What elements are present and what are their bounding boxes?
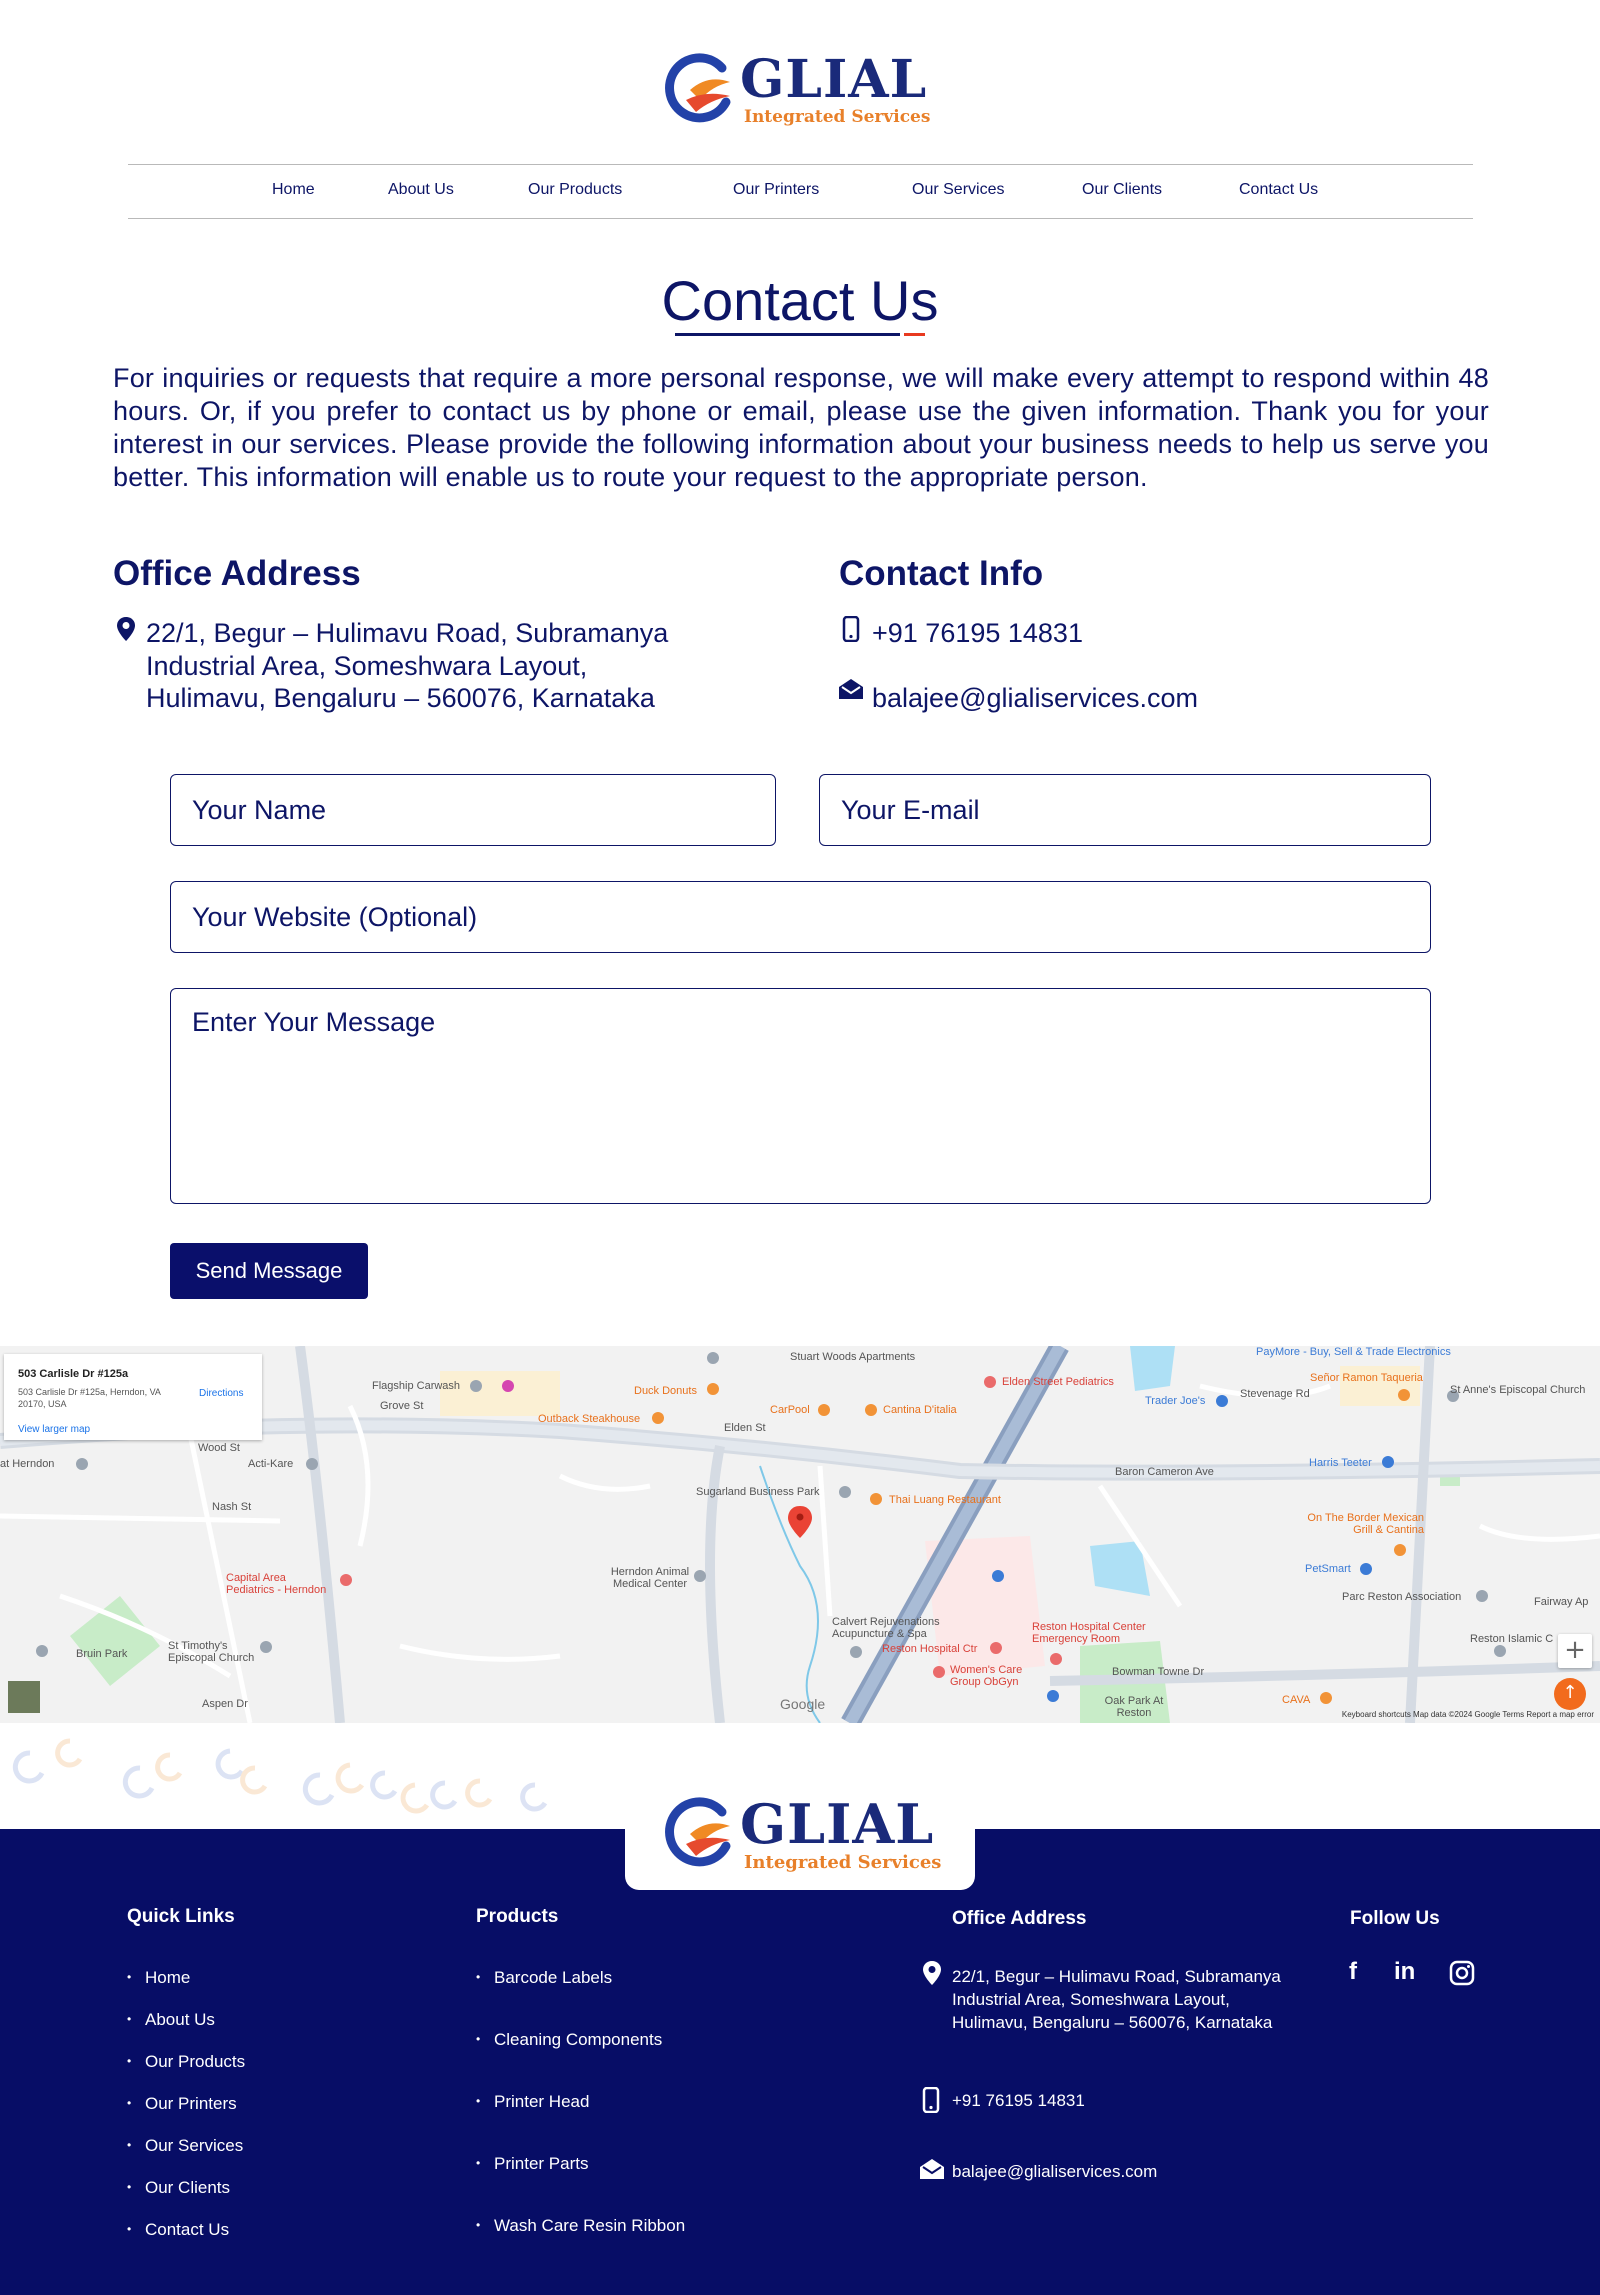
title-underline-accent — [904, 333, 925, 336]
follow-us-heading: Follow Us — [1350, 1908, 1440, 1929]
title-underline — [675, 333, 900, 336]
office-line-2: Industrial Area, Someshwara Layout, — [146, 651, 588, 681]
footer-link-our-products[interactable]: • Our Products — [145, 2052, 245, 2072]
map-label: Acti-Kare — [248, 1458, 294, 1470]
nav-our-products[interactable]: Our Products — [528, 181, 623, 198]
main-nav — [128, 164, 1473, 219]
view-larger-map-link[interactable]: View larger map — [18, 1424, 91, 1435]
footer-product-printer-head[interactable]: • Printer Head — [494, 2092, 589, 2112]
swirl-pattern-icon — [0, 1723, 600, 1829]
map-label: CAVA — [1282, 1694, 1311, 1706]
footer-link-about-us[interactable]: • About Us — [145, 2010, 215, 2030]
map-label: Reston Islamic C — [1470, 1633, 1554, 1645]
website-input[interactable] — [170, 881, 1431, 953]
footer-office-line-2: Industrial Area, Someshwara Layout, — [952, 1990, 1230, 2009]
footer-link-contact-us[interactable]: • Contact Us — [145, 2220, 229, 2240]
glial-logo-icon — [660, 52, 736, 128]
map-label: Harris Teeter — [1309, 1457, 1372, 1469]
intro-text: For inquiries or requests that require a more personal response, we will make every attempt to respond within 48 hours. Or, if you prefer to contact us by phone or email, please use the given information. Thank you for your interest in our services. Please provide the following information about your business needs to help us serve you better. This information will enable us to route your request to the appropriate person. — [113, 363, 1489, 492]
map-label: at Herndon — [0, 1458, 55, 1470]
map-label: Señor Ramon Taqueria — [1310, 1372, 1423, 1384]
footer-link-home[interactable]: • Home — [145, 1968, 190, 1988]
map-label: St Anne's Episcopal Church — [1450, 1384, 1586, 1396]
nav-contact-us[interactable]: Contact Us — [1239, 181, 1319, 198]
map-label: Reston Hospital Center Emergency Room — [1032, 1621, 1146, 1645]
scroll-to-top-button[interactable] — [1554, 1678, 1586, 1710]
contact-email[interactable]: balajee@glialiservices.com — [872, 683, 1199, 713]
google-map[interactable] — [0, 1346, 1600, 1723]
map-label: St Timothy's Episcopal Church — [168, 1640, 255, 1664]
glial-logo-icon — [660, 1796, 736, 1872]
map-label: Stevenage Rd — [1240, 1388, 1310, 1400]
map-label: Outback Steakhouse — [538, 1413, 641, 1425]
name-input[interactable] — [170, 774, 776, 846]
office-line-1: 22/1, Begur – Hulimavu Road, Subramanya — [146, 618, 669, 648]
map-label: Fairway Ap — [1534, 1596, 1589, 1608]
map-label: PetSmart — [1305, 1563, 1351, 1575]
map-label: Wood St — [198, 1442, 240, 1454]
map-attribution[interactable]: Keyboard shortcuts Map data ©2024 Google Terms Report a map error — [1341, 1710, 1594, 1719]
map-label: Reston Hospital Ctr — [882, 1643, 978, 1655]
products-heading: Products — [476, 1906, 559, 1927]
map-label: Baron Cameron Ave — [1115, 1466, 1214, 1478]
brand-name: GLIAL — [740, 49, 928, 110]
map-label: PayMore - Buy, Sell & Trade Electronics — [1256, 1346, 1451, 1358]
map-label: Bruin Park — [76, 1648, 128, 1660]
location-pin-icon — [922, 1960, 942, 1986]
nav-our-services[interactable]: Our Services — [912, 181, 1005, 198]
map-label: Elden St — [724, 1422, 766, 1434]
header-logo[interactable] — [660, 49, 931, 128]
office-line-3: Hulimavu, Bengaluru – 560076, Karnataka — [146, 683, 655, 713]
map-label: Sugarland Business Park — [696, 1486, 820, 1498]
map-label: Elden Street Pediatrics — [1002, 1376, 1114, 1388]
map-label: Oak Park At Reston — [1104, 1695, 1164, 1719]
footer-product-wash-care-resin-ribbon[interactable]: • Wash Care Resin Ribbon — [494, 2216, 685, 2236]
footer-product-cleaning-components[interactable]: • Cleaning Components — [494, 2030, 662, 2050]
map-label: Flagship Carwash — [372, 1380, 461, 1392]
map-label: Grove St — [380, 1400, 424, 1412]
instagram-icon[interactable] — [1449, 1960, 1475, 1986]
email-input[interactable] — [819, 774, 1431, 846]
map-label: Parc Reston Association — [1342, 1591, 1462, 1603]
arrow-up-icon: ↑ — [1562, 1682, 1578, 1703]
map-label: Women's Care Group ObGyn — [950, 1664, 1023, 1688]
send-message-button[interactable]: Send Message — [170, 1243, 368, 1299]
footer-email[interactable]: balajee@glialiservices.com — [952, 2162, 1158, 2181]
contact-info-heading: Contact Info — [839, 554, 1044, 593]
map-zoom-in-button[interactable]: + — [1558, 1634, 1592, 1668]
contact-phone[interactable]: +91 76195 14831 — [872, 618, 1083, 648]
map-card-address: 503 Carlisle Dr #125a, Herndon, VA 20170, USA — [18, 1387, 161, 1409]
footer-product-barcode-labels[interactable]: • Barcode Labels — [494, 1968, 612, 1988]
directions-link[interactable]: Directions — [199, 1388, 244, 1399]
map-label: Aspen Dr — [202, 1698, 248, 1710]
map-label: Herndon Animal Medical Center — [610, 1566, 690, 1590]
nav-about-us[interactable]: About Us — [388, 181, 454, 198]
map-label: Duck Donuts — [634, 1385, 697, 1397]
map-info-card — [4, 1354, 262, 1440]
envelope-icon — [919, 2158, 945, 2180]
quick-links-heading: Quick Links — [127, 1906, 235, 1927]
map-label: On The Border Mexican Grill & Cantina — [1307, 1512, 1424, 1536]
map-label: Nash St — [212, 1501, 252, 1513]
map-card-title: 503 Carlisle Dr #125a — [18, 1368, 129, 1380]
page-title: Contact Us — [661, 269, 939, 332]
map-label: Bowman Towne Dr — [1112, 1666, 1205, 1678]
map-label: Capital Area Pediatrics - Herndon — [226, 1572, 327, 1596]
footer-phone[interactable]: +91 76195 14831 — [952, 2091, 1085, 2110]
map-label: CarPool — [770, 1404, 810, 1416]
mobile-phone-icon — [842, 616, 860, 642]
google-logo: Google — [780, 1696, 826, 1712]
office-address-heading: Office Address — [113, 554, 361, 593]
location-pin-icon — [116, 616, 136, 642]
map-label: Cantina D'italia — [883, 1404, 957, 1416]
facebook-icon[interactable]: f — [1349, 1958, 1357, 1985]
map-label: Calvert Rejuvenations Acupuncture & Spa — [832, 1616, 940, 1640]
footer-logo[interactable] — [660, 1791, 942, 1873]
footer-link-our-printers[interactable]: • Our Printers — [145, 2094, 237, 2114]
footer-office-line-3: Hulimavu, Bengaluru – 560076, Karnataka — [952, 2013, 1273, 2032]
brand-name: GLIAL — [740, 1791, 935, 1856]
map-label: Thai Luang Restaurant — [889, 1494, 1001, 1506]
nav-home[interactable]: Home — [272, 181, 315, 198]
map-label: Trader Joe's — [1145, 1395, 1206, 1407]
message-textarea[interactable] — [170, 988, 1431, 1204]
brand-tagline: Integrated Services — [744, 1851, 942, 1873]
footer-link-our-clients[interactable]: • Our Clients — [145, 2178, 230, 2198]
footer-product-printer-parts[interactable]: • Printer Parts — [494, 2154, 588, 2174]
linkedin-icon[interactable]: in — [1394, 1958, 1416, 1985]
envelope-icon — [838, 678, 864, 700]
nav-our-printers[interactable]: Our Printers — [733, 181, 820, 198]
nav-our-clients[interactable]: Our Clients — [1082, 181, 1163, 198]
footer-office-line-1: 22/1, Begur – Hulimavu Road, Subramanya — [952, 1967, 1281, 1986]
footer-office-heading: Office Address — [952, 1908, 1087, 1929]
brand-tagline: Integrated Services — [744, 107, 931, 127]
map-label: Stuart Woods Apartments — [790, 1351, 916, 1363]
mobile-phone-icon — [922, 2087, 940, 2113]
footer-link-our-services[interactable]: • Our Services — [145, 2136, 243, 2156]
